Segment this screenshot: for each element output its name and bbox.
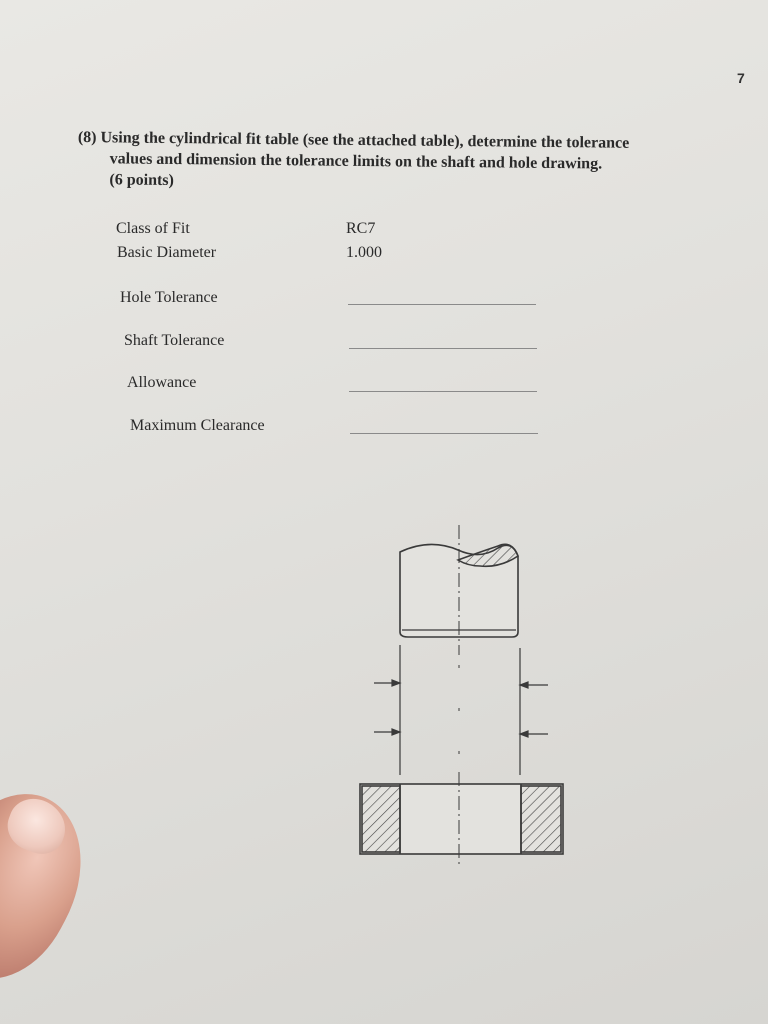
question-line-3: (6 points) [109,171,174,190]
hole-tolerance-blank[interactable] [348,304,536,305]
allowance-label: Allowance [127,374,197,391]
question-line-2: values and dimension the tolerance limits on the shaft and hole drawing. [109,150,603,173]
class-of-fit-label: Class of Fit [116,220,190,237]
question-line-1: (8) Using the cylindrical fit table (see the attached table), determine the tolerance [77,128,630,152]
shaft-and-hole-drawing [350,520,580,870]
question-text [77,127,718,197]
allowance-blank[interactable] [349,391,537,392]
hole-section-view [360,772,563,865]
basic-diameter-value: 1.000 [346,244,382,261]
hole-tolerance-label: Hole Tolerance [120,289,218,306]
shaft-tolerance-label: Shaft Tolerance [124,332,225,349]
dimension-lines [374,645,548,775]
page-number: 7 [737,70,745,86]
shaft-tolerance-blank[interactable] [349,348,537,349]
class-of-fit-value: RC7 [346,220,376,237]
shaft-view [400,525,518,655]
maximum-clearance-blank[interactable] [350,433,538,434]
basic-diameter-label: Basic Diameter [117,244,217,261]
maximum-clearance-label: Maximum Clearance [130,417,265,434]
